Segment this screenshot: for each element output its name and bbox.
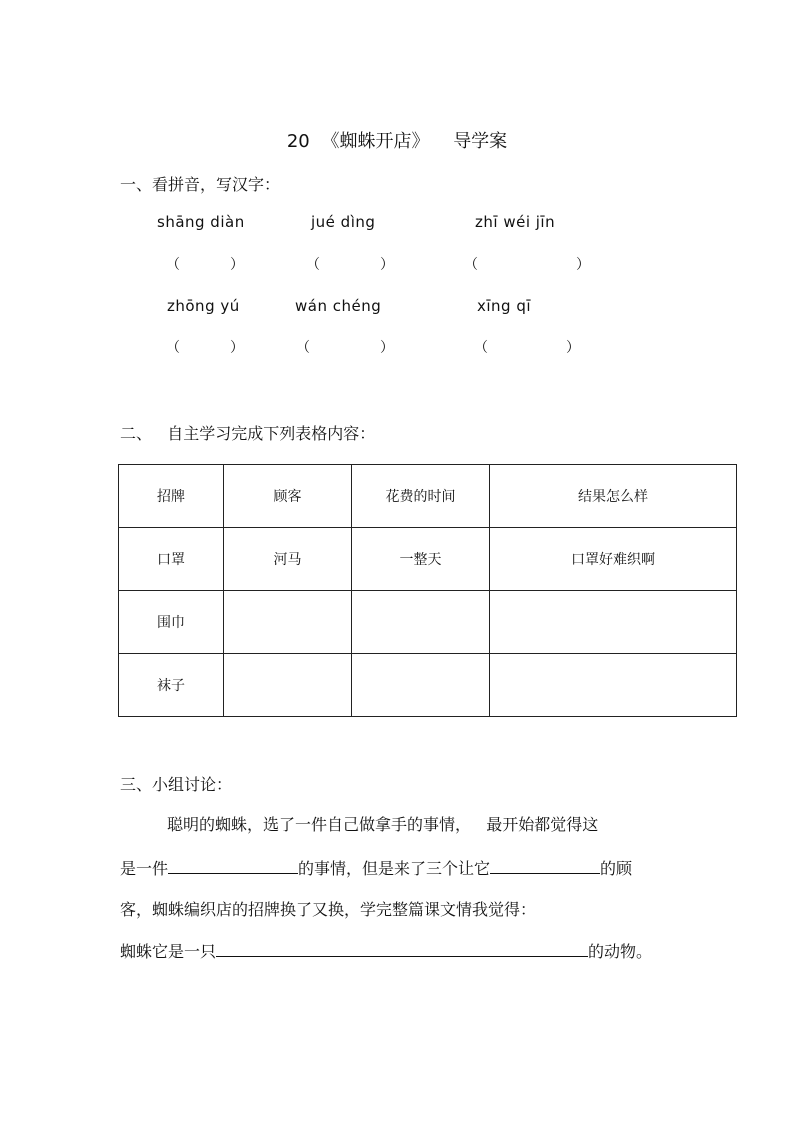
table-cell: 一整天 (352, 528, 490, 591)
table-row (119, 654, 737, 717)
fill-blank-1[interactable] (168, 857, 298, 874)
table-cell: 河马 (224, 528, 352, 591)
section2-heading: 二、 自主学习完成下列表格内容： (120, 424, 376, 443)
title-suffix: 导学案 (453, 131, 508, 152)
pinyin-zhiweijin: zhī wéi jīn (475, 213, 556, 231)
paragraph-line-3: 客，蜘蛛编织店的招牌换了又换，学完整篇课文情我觉得： (120, 900, 537, 919)
answer-cell[interactable] (352, 591, 490, 654)
answer-cell[interactable] (352, 654, 490, 717)
answer-paren-open: （ (166, 340, 180, 356)
page-title (0, 127, 794, 153)
answer-cell[interactable] (224, 654, 352, 717)
table-cell: 口罩好难织啊 (490, 528, 737, 591)
answer-paren-close: ） (230, 257, 244, 273)
answer-paren-open: （ (296, 340, 310, 356)
lesson-number: 20 (286, 131, 310, 152)
answer-paren-close: ） (566, 340, 580, 356)
answer-cell[interactable] (490, 591, 737, 654)
section3-heading: 三、小组讨论： (120, 775, 233, 794)
fill-blank-3[interactable] (216, 940, 588, 957)
text-segment: 的顾 (600, 859, 633, 878)
fill-blank-2[interactable] (490, 857, 600, 874)
lesson-name: 《蜘蛛开店》 (321, 131, 430, 152)
table-cell: 袜子 (119, 654, 224, 717)
answer-paren-open: （ (306, 257, 320, 273)
pinyin-shangdian: shāng diàn (157, 213, 245, 231)
pinyin-zhongyu: zhōng yú (167, 297, 240, 315)
paragraph-line-4 (120, 939, 652, 962)
pinyin-xingqi: xīng qī (477, 297, 532, 315)
answer-paren-close: ） (380, 340, 394, 356)
answer-paren-open: （ (166, 257, 180, 273)
pinyin-wancheng: wán chéng (295, 297, 382, 315)
table-header-row (119, 465, 737, 528)
answer-paren-open: （ (474, 340, 488, 356)
table-cell: 围巾 (119, 591, 224, 654)
table-cell: 口罩 (119, 528, 224, 591)
header-cell: 结果怎么样 (490, 465, 737, 528)
text-segment: 的动物。 (588, 942, 653, 961)
text-segment: 是一件 (120, 859, 169, 878)
answer-paren-close: ） (380, 257, 394, 273)
paragraph-line-1: 聪明的蜘蛛，选了一件自己做拿手的事情， 最开始都觉得这 (167, 815, 599, 834)
text-segment: 的事情，但是来了三个让它 (298, 859, 491, 878)
table-row (119, 591, 737, 654)
text-segment: 蜘蛛它是一只 (120, 942, 217, 961)
answer-paren-open: （ (464, 257, 478, 273)
header-cell: 顾客 (224, 465, 352, 528)
answer-paren-close: ） (230, 340, 244, 356)
pinyin-jueding: jué dìng (311, 213, 376, 231)
section1-heading: 一、看拼音，写汉字： (120, 175, 281, 194)
answer-cell[interactable] (490, 654, 737, 717)
answer-cell[interactable] (224, 591, 352, 654)
study-table (118, 464, 737, 717)
paragraph-line-2 (120, 856, 632, 879)
header-cell: 招牌 (119, 465, 224, 528)
table-row (119, 528, 737, 591)
answer-paren-close: ） (576, 257, 590, 273)
header-cell: 花费的时间 (352, 465, 490, 528)
